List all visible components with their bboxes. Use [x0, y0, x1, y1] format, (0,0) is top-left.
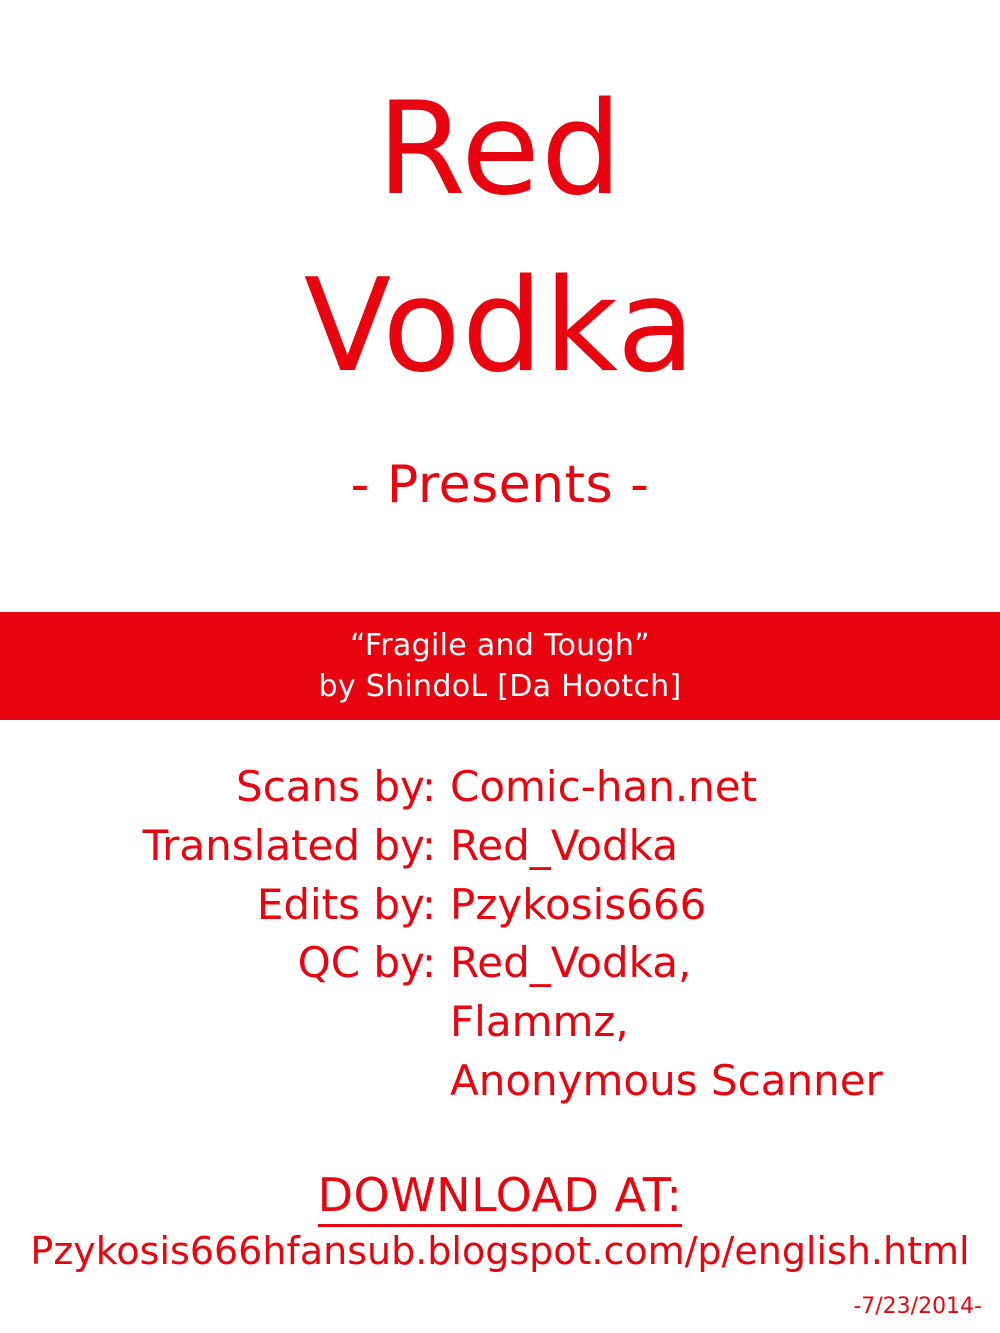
release-date: -7/23/2014-	[853, 1294, 982, 1319]
credit-value: Flammz,	[450, 997, 629, 1047]
title-line-2: Vodka	[303, 251, 697, 401]
credit-label: Edits by:	[256, 879, 436, 929]
credit-value: Anonymous Scanner	[450, 1055, 883, 1105]
credit-row	[0, 876, 1000, 935]
credit-row	[0, 993, 1000, 1052]
credit-label	[0, 1052, 450, 1111]
credit-row	[0, 758, 1000, 817]
group-title	[0, 62, 1000, 415]
credit-row	[0, 817, 1000, 876]
presents-label: - Presents -	[350, 455, 650, 515]
download-heading	[0, 1168, 1000, 1222]
credit-label	[0, 993, 450, 1052]
credit-label: Scans by:	[236, 762, 436, 811]
credit-row	[0, 934, 1000, 993]
credit-label: QC by:	[297, 938, 436, 988]
credit-value: Comic-han.net	[450, 762, 758, 811]
work-banner	[0, 612, 1000, 720]
download-heading-text: DOWNLOAD AT:	[318, 1168, 683, 1227]
download-url[interactable]: Pzykosis666hfansub.blogspot.com/p/english.html	[30, 1229, 970, 1273]
credits-list	[0, 758, 1000, 1111]
credit-value: Red_Vodka,	[450, 938, 692, 988]
credit-label: Translated by:	[142, 820, 436, 870]
credit-value: Red_Vodka	[450, 820, 678, 870]
work-title: “Fragile and Tough”	[350, 627, 650, 663]
credit-value: Pzykosis666	[450, 879, 707, 929]
credit-row	[0, 1052, 1000, 1111]
work-author: by ShindoL [Da Hootch]	[318, 669, 682, 704]
title-line-1: Red	[376, 75, 624, 224]
